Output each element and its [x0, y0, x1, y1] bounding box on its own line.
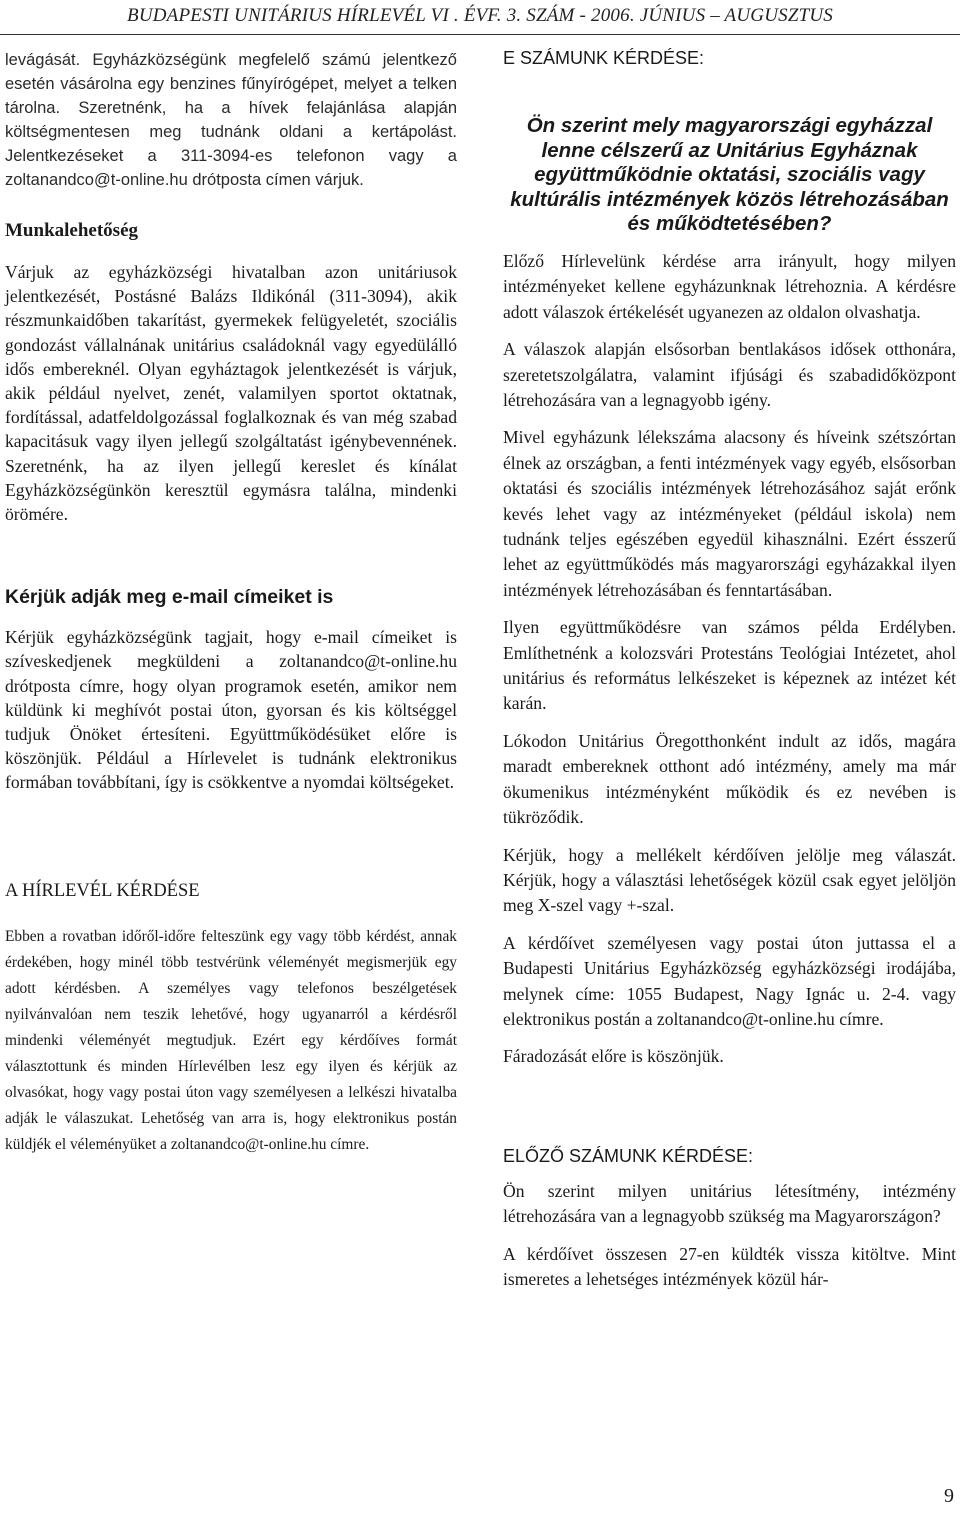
work-heading: Munkalehetőség	[5, 220, 138, 241]
answers-result-paragraph: A válaszok alapján elsősorban bentlakásos idősek otthonára, szeretetszolgálatra, valamint ifjúsági és szabadidőközpont létrehozására van a legnagyobb igény.	[503, 339, 956, 410]
question-section-heading: A HÍRLEVÉL KÉRDÉSE	[5, 880, 200, 901]
page-number: 9	[944, 1485, 954, 1507]
right-column	[503, 48, 956, 1292]
lokod-paragraph: Lókodon Unitárius Öregotthonként indult az idős, magára maradt embereknek otthont adó intézmény, amely ma már ökumenikus intézményként működik és ez nevében is tükröződik.	[503, 730, 956, 828]
email-heading: Kérjük adják meg e-mail címeiket is	[5, 586, 334, 609]
cooperation-paragraph: Mivel egyházunk lélekszáma alacsony és híveink szétszórtan élnek az országban, a fenti intézmények vagy egyéb, elsősorban oktatási és szociális intézmények létrehozásához saját erőnk kevés lehet vagy az intézményeket (például iskola) nem tudnánk teljes egészében egyedül kihasználni. Ezért ésszerű lehet az együttműködés más magyarországi egyházakkal ilyen intézmények létrehozásában és fenntartásában.	[503, 427, 956, 600]
running-header: BUDAPESTI UNITÁRIUS HÍRLEVÉL VI . ÉVF. 3. SZÁM - 2006. JÚNIUS – AUGUSZTUS	[127, 5, 833, 26]
previous-issue-results-paragraph: A kérdőívet összesen 27-en küldték vissza kitöltve. Mint ismeretes a lehetséges intézmények közül hár-	[503, 1243, 956, 1289]
email-paragraph: Kérjük egyházközségünk tagjait, hogy e-mail címeiket is szíveskedjenek megküldeni a zoltanandco@t-online.hu drótposta címre, hogy olyan programok esetén, amikor nem küldünk ki meghívót postai úton, gyorsan és kis költséggel tudjuk Önöket értesíteni. Együttműködésüket előre is köszönjük. Például a Hírlevelet is tudnánk elektronikus formában továbbítani, így is csökkentve a nyomdai költségeket.	[5, 627, 457, 793]
work-paragraph: Várjuk az egyházközségi hivatalban azon unitáriusok jelentkezését, Postásné Balázs Ildikónál (311-3094), akik részmunkaidőben takarítást, gyermekek felügyeletét, szociális gondozást vállalnának unitárius családoknál vagy egyedülálló idős embereknél. Olyan egyháztagok jelentkezését is várjuk, akik például nyelvet, zenét, valamilyen sportot oktatnak, fordítással, adatfeldolgozással foglalkoznak és van még szabad kapacitásuk vagy ilyen jellegű szolgáltatást igénybevennének. Szeretnénk, ha az ilyen jellegű kereslet és kínálat Egyházközségünkön keresztül egymásra találna, mindenki örömére.	[5, 262, 457, 525]
left-column	[5, 48, 457, 1158]
this-issue-heading: E SZÁMUNK KÉRDÉSE:	[503, 48, 705, 68]
intro-paragraph: levágását. Egyházközségünk megfelelő számú jelentkező esetén vásárolna egy benzines fűnyírógépet, melyet a telken tárolna. Szeretnénk, ha a hívek felajánlása alapján költségmentesen meg tudnánk oldani a kertápolást. Jelentkezéseket a 311-3094-es telefonon vagy a zoltanandco@t-online.hu drótposta címen várjuk.	[5, 51, 457, 189]
previous-issue-heading: ELŐZŐ SZÁMUNK KÉRDÉSE:	[503, 1145, 754, 1166]
submission-paragraph: A kérdőívet személyesen vagy postai úton juttassa el a Budapesti Unitárius Egyházközség egyházközségi irodájába, melynek címe: 1055 Budapest, Nagy Ignác u. 2-4. vagy elektronikus postán a zoltanandco@t-online.hu címre.	[503, 932, 956, 1029]
transylvania-example-paragraph: Ilyen együttműködésre van számos példa Erdélyben. Említhetnénk a kolozsvári Protestáns Teológiai Intézetet, ahol unitárius és református lelkészeket is képeznek az intézet két karán.	[503, 617, 956, 714]
thanks-paragraph: Fáradozását előre is köszönjük.	[503, 1046, 724, 1067]
answers-intro-paragraph: Előző Hírlevelünk kérdése arra irányult, hogy milyen intézményeket kellene egyházunknak létrehoznia. A kérdésre adott válaszok értékelését ugyanezen az oldalon olvashatja.	[503, 250, 956, 322]
header-divider	[0, 34, 960, 35]
previous-issue-question: Ön szerint milyen unitárius létesítmény, intézmény létrehozására van a legnagyobb szükség ma Magyarországon?	[503, 1180, 956, 1227]
question-section-paragraph: Ebben a rovatban időről-időre felteszünk egy vagy több kérdést, annak érdekében, hogy minél több testvérünk véleményét megismerjük egy adott kérdésben. A személyes vagy telefonos beszélgetések nyilvánvalóan nem teszik lehetővé, hogy ugyanarról a kérdésről mindenki véleményét megtudjuk. Ezért egy kérdőíves formát választottunk és minden Hírlevélben lesz egy ilyen és kérjük az olvasókat, hogy vagy postai úton vagy személyesen a lelkészi hivatalba adják le válaszukat. Lehetőség van arra is, hogy elektronikus postán küldjék el véleményüket a zoltanandco@t-online.hu címre.	[5, 927, 457, 1153]
questionnaire-instructions-paragraph: Kérjük, hogy a mellékelt kérdőíven jelölje meg válaszát. Kérjük, hogy a választási lehetőségek közül csak egyet jelöljön meg X-szel vagy +-szal.	[503, 844, 956, 916]
this-issue-question: Ön szerint mely magyarországi egyházzal lenne célszerű az Unitárius Egyháznak együttműködnie oktatási, szociális vagy kultúrális intézmények közös létrehozásában és működtetésében?	[510, 114, 949, 236]
